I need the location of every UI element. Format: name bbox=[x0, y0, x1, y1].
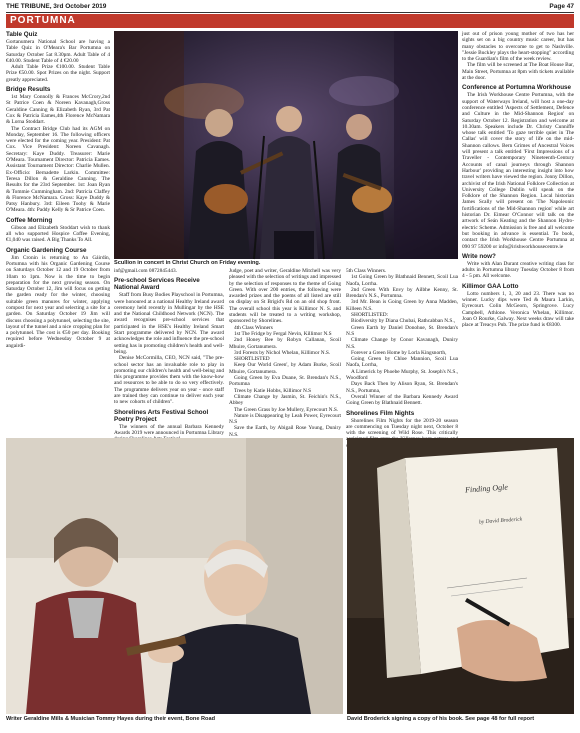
article-paragraph: Gortanumera National School are having a Table Quiz in O'Meara's Bar Portumna on Saturday October 5at 8.30pm. Adult Table of 4 €40.00. Student Table of 4 €20.00 bbox=[6, 39, 110, 64]
article-paragraph: SHORTLISTED: bbox=[351, 312, 389, 319]
book-author: by David Broderick bbox=[478, 516, 523, 526]
column-2 bbox=[114, 268, 224, 436]
article-heading: Write now? bbox=[462, 252, 496, 260]
signing-photo-image bbox=[347, 438, 574, 714]
article-paragraph: The Green Grass by Joe Mullery, Eyrecourt N.S. bbox=[234, 406, 339, 413]
article-paragraph: SHORTLISTED bbox=[234, 356, 270, 363]
article-paragraph: Trees by Katie Hobbs, Killimor N.S bbox=[234, 387, 312, 394]
article-heading: Table Quiz bbox=[6, 31, 38, 38]
article-paragraph: Forever a Green Home by Lorla Kingsnorth, bbox=[351, 349, 447, 356]
article-paragraph: 1st The Fridge by Fergal Nevin, Killimor N.S bbox=[234, 330, 332, 337]
writer-photo bbox=[6, 438, 343, 714]
writer-photo-caption: Writer Geraldine Mills & Musician Tommy Hayes during their event, Bone Road bbox=[6, 716, 215, 722]
article-paragraph: Adult Table Prize €100.00. Student Table Prize €50.00. Spot Prizes on the night. Support greatly appreciated. bbox=[6, 64, 110, 83]
article-paragraph: Staff from Busy Bodies Playschool in Portumna, were honoured at a national Healthy Ireland award ceremony held recently in Mullingar by the HSE and the National Childhood Network (NCN). The award recognises pre-school services that participated in the HSE's Healthy Ireland Smart Start programme delivered by NCN. The award acknowledges the role and influence the pre-school setting has in promoting children's health and well-being. bbox=[114, 292, 224, 355]
article-paragraph: Jim Cronin is returning to An Gáirdín, Portumna with his Organic Gardening Course on Saturdays October 12 and 19 October from 10am to 1pm. Now is the time to begin preparation for the next growing season. On Saturday October 12, Jim will focus on getting the garden ready for the winter, choosing suitable green manures for winter, applying compost for next year and selecting a site for a garden. On Saturday October 19 Jim will discuss choosing a polytunnel, selecting the site, layout of the tunnel and a nice cropping plan for a polytunnel. The cost is €50 per day. Booking required before Wednesday October 9 at angairdi- bbox=[6, 254, 110, 349]
article-paragraph: Denise McCormilla, CEO, NCN said, "The pre-school sector has an invaluable role to play in promoting our children's health and well-being and this programme provides them with the know-how and resources to be able to do so very effectively. The programme delivers year on year - once staff are trained they can continue to deliver each year to new cohorts of children". bbox=[114, 355, 224, 406]
article-heading: Organic Gardening Course bbox=[6, 246, 87, 254]
concert-photo-caption: Scullion in concert in Christ Church on Friday evening. bbox=[114, 260, 261, 266]
article-paragraph: The film will be screened at The Boat House Bar, Main Street, Portumna at 8pm with tickets available at the door. bbox=[462, 62, 574, 82]
article-paragraph: 4th Class Winners bbox=[234, 324, 273, 331]
article-heading: Killimor GAA Lotto bbox=[462, 282, 519, 290]
article-heading: Shorelines Arts Festival School Poetry Project bbox=[114, 408, 209, 423]
page-number: Page 47 bbox=[549, 3, 574, 10]
article-paragraph: Gibson and Elizabeth Stoddart wish to thank all who supported Hospice Coffee Evening, €1,040 was raised. A Big Thanks To All. bbox=[6, 224, 110, 244]
article-heading: Shorelines Film Nights bbox=[346, 409, 415, 417]
article-paragraph: 3rd Forests by Nichol Whelan, Killimor N.S. bbox=[234, 349, 331, 356]
article-paragraph: Save the Earth, by Abigail Rose Young, Duniry N.S. bbox=[229, 425, 341, 438]
article-paragraph: Nature is Disappearing by Leah Power, Eyrecourt N.S bbox=[229, 412, 341, 426]
article-paragraph: Climate Change by Conor Kavanagh, Duniry N.S. bbox=[346, 337, 458, 350]
column-4 bbox=[346, 268, 458, 436]
article-paragraph: Judge, poet and writer, Geraldine Mitchell was very pleased with the selection of writings and impressed by the selection of responses to the theme of Going Green. With over 200 entries, the following were awarded prizes and the poems of all listed are still on display on St Brigid's Rd on an old shop front. The overall school this year is Killimor N. S. and students will be treated to a writing workshop, sponsored by Shorelines. bbox=[229, 268, 341, 325]
article-paragraph: Overall Winner of the Barbara Kennedy Award Going Green by Blathnaid Bennett. bbox=[346, 393, 458, 407]
concert-photo bbox=[114, 31, 458, 259]
article-paragraph: Climate Change by Jasmin, St. Feichin's N.S., Abbey bbox=[229, 393, 341, 407]
article-paragraph: Keep Our World Green', by Adam Burke, Scoil Mhuire, Gortanumera. bbox=[229, 362, 341, 375]
article-paragraph: Biodiversity by Diana Chubai, Rathcabban N.S., bbox=[351, 318, 456, 325]
column-3 bbox=[229, 268, 341, 436]
article-paragraph: 1st Going Green by Blathnaid Bennett, Scoil Lua Naofa, Lorrha. bbox=[346, 274, 458, 287]
article-paragraph: The winners of the annual Barbara Kennedy Awards 2019 were announced in Portumna Library bbox=[114, 423, 224, 436]
article-paragraph: Going Green by Chloe Mannion, Scoil Lua Naofa, Lorrha, bbox=[346, 356, 458, 369]
article-heading: Conference at Portumna Workhouse bbox=[462, 84, 572, 92]
concert-photo-image bbox=[114, 31, 458, 259]
article-paragraph: 1st Mary Connolly & Frances McCrory,2nd St Patrice Coen & Noreen Kavanagh,Gross Geraldine Canning & Elizabeth Ryan, 3rd Pat Cox & Patricia Eames,4th Florence McNamara & Lorna Stoddart. bbox=[6, 94, 110, 126]
section-banner: PORTUMNA bbox=[6, 14, 574, 28]
article-paragraph: The Irish Workhouse Centre Portumna, with the support of Waterways Ireland, will host a one-day conference entitled 'Aspects of Settlement, Defence and Culture in the Mid-Shannon Region' on Saturday October 12. Registration and welcome at 10.30am. Speakers include Dr. Christy Cunniffe whose talk entitled 'To gaze terrible quiet in The Callas' will cover the story of life on the mid-Shannon callows. Bern Grimes of Ancestral Voices will present a talk entitled 'First Impressions of a Traveller - Contemporary Nineteenth-Century Accounts of canal journeys through Shannon Harbour' providing an interesting insight into how travel writers have viewed the region. Jonny Dillon, archivist of the Irish National Folklore Collection at University College Dublin will speak on the Folklore of the Shannon Region. Local historian James Scally will present on 'The Napoleonic fortifications of the Mid-Shannon region' while art historian Dr. Eimear O'Connor will talk on the artwork of Seán Keating and the Shannon Hydro-electric Scheme. Admission is free and all welcome but booking in advance is essential. To book, contact the Irish Workhouse Centre Portumna at 090 97 59200 or info@irishworkhousecentre.ie bbox=[462, 92, 574, 250]
article-paragraph: 2nd Green With Envy by Ailbhe Kenny, St. Brendan's N.S., Portumna. bbox=[346, 286, 458, 300]
writer-photo-image bbox=[6, 438, 343, 714]
signing-photo-caption: David Broderick signing a copy of his book. See page 48 for full report bbox=[347, 716, 535, 722]
article-paragraph: Write with Alan Durant creative writing class for adults in Portumna library Tuesday October 8 from 4 - 5 pm. All welcome. bbox=[462, 260, 574, 280]
article-paragraph: Green Earth by Daniel Donohue, St. Brendan's N.S bbox=[346, 324, 458, 337]
article-paragraph: 3rd Mr. Bean is Going Green by Anna Madden, Killeen N.S. bbox=[346, 299, 458, 312]
article-paragraph: A Limerick by Phoebe Murphy, St. Joseph's N.S., Woodford bbox=[346, 368, 458, 382]
book-title: Finding Ogle bbox=[464, 482, 509, 495]
article-heading: Coffee Morning bbox=[6, 216, 53, 224]
signing-photo bbox=[347, 438, 574, 714]
article-paragraph: 2nd Honey Bee by Robyn Callanan, Scoil Mhuire, Gortanumera. bbox=[229, 337, 341, 350]
column-1 bbox=[6, 31, 110, 436]
article-paragraph: inf@gmail.com 0872845443. bbox=[114, 268, 177, 274]
article-paragraph: The Contract Bridge Club had its AGM on Monday, September 16. The following officers were elected for the coming year. President: Pat Cox. Vice President: Noreen Cavanagh. Secretary: Kaye Duddy. Treasurer: Marie O'Meara. Tournament Director: Patricia Eames. Assistant Tournament Director: Charlie Mullen. Ex-Officio: Bernadette Larkin. Committee: Teresa Dillon & Geraldine Canning. The Results for the 23rd September. 1st: Joan Ryan & Tommie Cummingham. 2nd: Patricia Claffey & Florence McNamara. Gross: Kaye Duddy & Patsy Hanbury. 3rd: Eileen Toohy & Marie O'Meara. 4th: Paddy Kelly & Sr Patrice Coen. bbox=[6, 125, 110, 214]
issue-date: THE TRIBUNE, 3rd October 2019 bbox=[6, 3, 107, 10]
column-5 bbox=[462, 31, 574, 436]
article-paragraph: just out of prison young mother of two has her sights set on a big country music career, but has many obstacles to overcome to get to Nashville. "Jessie Buckley plays the heart-stopping" according to the Guardian's film of the week review. bbox=[462, 31, 574, 63]
article-paragraph: Going Green by Eva Duane, St. Brendan's N.S., Portumna bbox=[229, 375, 341, 388]
article-paragraph: Lotto numbers 1, 3, 20 and 23. There was no winner. Lucky dips were Ted & Maura Larkin, Eyrecourt. Colin McGeorn, Springrove. Lucy Campbell, Athlone. Veronica Whelan, Killimor. Joan O Rourke, Galway. Next weeks draw will take place at Treacys Pub. The prize fund is €8300. bbox=[462, 290, 574, 329]
article-paragraph: Days Back Then by Alison Ryan, St. Brendan's N.S., Portumna, bbox=[346, 381, 458, 394]
article-heading: Pre-school Services Receive National Award bbox=[114, 277, 200, 292]
page-header bbox=[6, 3, 574, 13]
article-paragraph: Shorelines Film Nights for the 2019-20 season are commencing on Tuesday night next, October 8 with the screening of Wild Rose. This critically bbox=[346, 417, 458, 437]
article-paragraph: 5th Class Winners. bbox=[346, 268, 387, 274]
article-heading: Bridge Results bbox=[6, 86, 51, 94]
